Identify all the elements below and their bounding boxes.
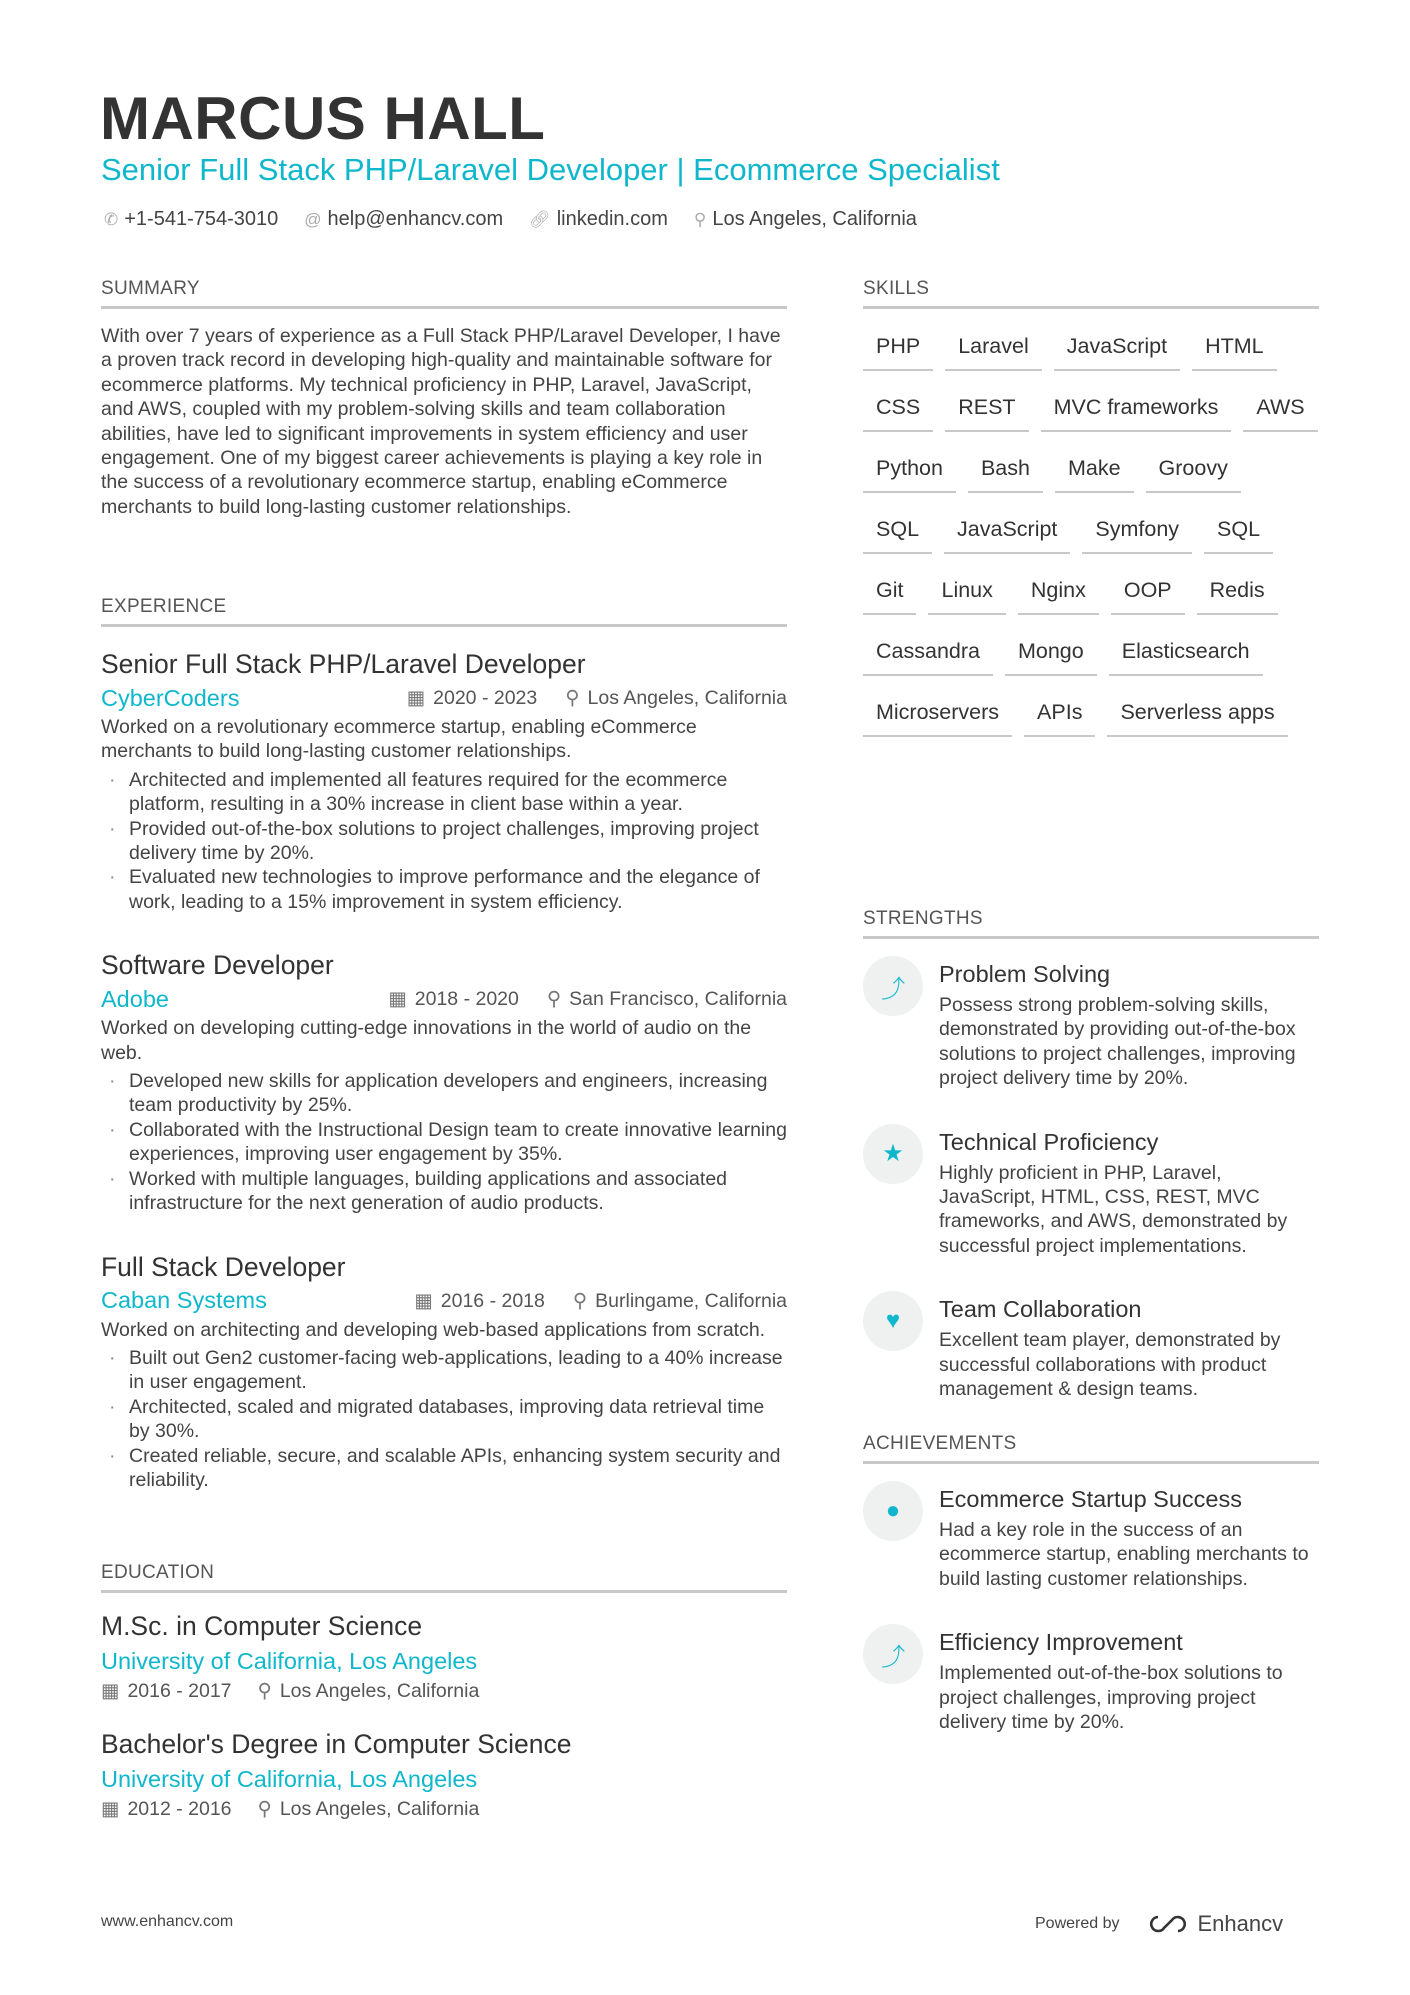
contact-text: linkedin.com	[556, 208, 668, 230]
company-name[interactable]: Caban Systems	[101, 1287, 267, 1313]
strength-item	[863, 1127, 1319, 1259]
contact-item[interactable]	[304, 208, 503, 231]
heart-icon: ♥	[863, 1291, 923, 1351]
star-icon: ★	[863, 1124, 923, 1184]
skill-tag: JavaScript	[1054, 325, 1180, 371]
location-icon: ⚲	[257, 1798, 272, 1821]
skill-tag: REST	[945, 386, 1028, 432]
skill-tag: Redis	[1197, 569, 1278, 615]
summary-section	[101, 278, 787, 519]
skill-tag: Nginx	[1018, 569, 1099, 615]
job-bullet: · Worked with multiple languages, building applications and associated infrastructure for the next generation of audio products.	[129, 1167, 787, 1216]
job-dates-wrap	[407, 686, 538, 710]
job-dates-wrap	[414, 1289, 545, 1313]
item-content	[939, 1294, 1319, 1401]
edu-location-wrap	[258, 1797, 480, 1821]
skill-tag: Laravel	[945, 325, 1042, 371]
calendar-icon: ▦	[388, 988, 407, 1011]
job-dates: 2020 - 2023	[433, 687, 538, 709]
job-location: Burlingame, California	[595, 1289, 787, 1312]
job-bullet: · Created reliable, secure, and scalable APIs, enhancing system security and reliability.	[129, 1444, 787, 1493]
item-description: Excellent team player, demonstrated by successful collaborations with product management & design teams.	[939, 1329, 1281, 1401]
lightbulb-head-icon: ●	[863, 1481, 923, 1541]
job-description: Worked on developing cutting-edge innovations in the world of audio on the web.	[101, 1017, 752, 1064]
job-bullets	[101, 1069, 787, 1215]
skill-tag: Python	[863, 447, 956, 493]
skill-tag: OOP	[1111, 569, 1185, 615]
job-description: Worked on a revolutionary ecommerce startup, enabling eCommerce merchants to build long-lasting customer relationships.	[101, 716, 697, 763]
enhancv-logo: Enhancv	[1146, 1911, 1284, 1937]
job-meta-row	[101, 681, 787, 715]
contact-item[interactable]	[694, 208, 917, 231]
job-dates: 2018 - 2020	[414, 988, 519, 1011]
location-icon: ⚲	[565, 687, 580, 709]
item-title: Technical Proficiency	[939, 1128, 1159, 1155]
job-location: Los Angeles, California	[587, 687, 787, 709]
item-title: Problem Solving	[939, 961, 1111, 987]
section-heading: EDUCATION	[101, 1562, 787, 1593]
skill-tag: JavaScript	[944, 508, 1070, 554]
edu-dates-wrap	[101, 1679, 232, 1703]
footer-branding	[1035, 1911, 1283, 1937]
item-content	[939, 1627, 1319, 1734]
item-content	[939, 959, 1319, 1091]
job-location: San Francisco, California	[569, 988, 787, 1011]
skill-tag: Git	[863, 569, 916, 615]
job-meta-row	[101, 982, 787, 1016]
skill-tag: Bash	[968, 447, 1043, 493]
phone-icon: ✆	[104, 210, 119, 229]
job-description: Worked on architecting and developing web-based applications from scratch.	[101, 1318, 766, 1341]
job-meta-row	[101, 1284, 787, 1318]
enhancv-logo-icon	[1146, 1913, 1190, 1935]
item-title: Team Collaboration	[939, 1296, 1142, 1323]
experience-section	[101, 596, 787, 1492]
job-dates-wrap	[388, 987, 519, 1011]
job-title: Senior Full Stack PHP/Laravel Developer	[101, 649, 586, 679]
strategy-icon: ⤴	[863, 956, 923, 1016]
skill-tag: SQL	[863, 508, 932, 554]
skill-tag: Symfony	[1082, 508, 1192, 554]
skill-tag: AWS	[1243, 386, 1317, 432]
skill-tag: Cassandra	[863, 630, 993, 676]
skills-section	[863, 278, 1319, 737]
calendar-icon: ▦	[414, 1289, 433, 1312]
contact-text: Los Angeles, California	[712, 208, 917, 230]
job-bullet: · Built out Gen2 customer-facing web-applications, leading to a 40% increase in user engagement.	[129, 1346, 787, 1395]
degree: M.Sc. in Computer Science	[101, 1611, 423, 1641]
job-bullet: · Architected, scaled and migrated databases, improving data retrieval time by 30%.	[129, 1395, 787, 1444]
education-meta	[101, 1797, 787, 1821]
job-bullet: · Developed new skills for application developers and engineers, increasing team productivity by 25%.	[129, 1069, 787, 1118]
degree: Bachelor's Degree in Computer Science	[101, 1729, 572, 1760]
company-name[interactable]: Adobe	[101, 985, 169, 1012]
school[interactable]: University of California, Los Angeles	[101, 1766, 478, 1793]
job-location-wrap	[547, 987, 787, 1011]
skill-tag: Groovy	[1146, 447, 1241, 493]
skill-tag: HTML	[1192, 325, 1277, 371]
edu-location-wrap	[258, 1679, 480, 1703]
item-description: Highly proficient in PHP, Laravel, JavaScript, HTML, CSS, REST, MVC frameworks, and AWS, demonstrated by successful project implementations.	[939, 1161, 1288, 1257]
job-location-wrap	[573, 1289, 787, 1313]
location-icon: ⚲	[572, 1289, 588, 1312]
skill-tag: Make	[1055, 447, 1134, 493]
job-title: Software Developer	[101, 950, 334, 981]
item-description: Had a key role in the success of an ecommerce startup, enabling merchants to build lasting customer relationships.	[939, 1519, 1309, 1590]
strength-item	[863, 959, 1319, 1091]
school[interactable]: University of California, Los Angeles	[101, 1648, 478, 1674]
skill-tag: PHP	[863, 325, 933, 371]
item-content	[939, 1127, 1319, 1259]
contact-item[interactable]	[529, 208, 668, 231]
location-icon: ⚲	[257, 1680, 272, 1702]
candidate-title: Senior Full Stack PHP/Laravel Developer | Ecommerce Specialist	[101, 152, 1000, 187]
edu-dates-wrap	[101, 1797, 232, 1821]
skill-tag: Serverless apps	[1107, 691, 1287, 737]
skill-tag: CSS	[863, 386, 933, 432]
edu-dates: 2016 - 2017	[127, 1680, 232, 1702]
strength-item	[863, 1294, 1319, 1401]
job-meta	[407, 686, 787, 710]
job-bullet: · Provided out-of-the-box solutions to project challenges, improving project delivery time by 20%.	[129, 817, 787, 866]
skill-tag: APIs	[1024, 691, 1095, 737]
section-heading: ACHIEVEMENTS	[863, 1433, 1319, 1464]
item-content	[939, 1484, 1319, 1591]
item-title: Ecommerce Startup Success	[939, 1486, 1242, 1512]
calendar-icon: ▦	[406, 687, 426, 709]
job-title: Full Stack Developer	[101, 1251, 346, 1282]
strengths-section	[863, 908, 1319, 1401]
job-bullet: · Architected and implemented all features required for the ecommerce platform, resulting in a 30% increase in client base within a year.	[129, 768, 787, 817]
location-icon: ⚲	[546, 988, 562, 1011]
location-icon: ⚲	[693, 210, 707, 229]
job-bullet: · Evaluated new technologies to improve performance and the elegance of work, leading to a 15% improvement in system efficiency.	[129, 865, 787, 914]
calendar-icon: ▦	[101, 1680, 120, 1702]
contact-text: help@enhancv.com	[327, 208, 504, 230]
contact-bar	[104, 208, 917, 231]
footer-website[interactable]: www.enhancv.com	[101, 1913, 234, 1930]
edu-location: Los Angeles, California	[279, 1680, 480, 1702]
job-entry	[101, 948, 787, 1215]
job-location-wrap	[565, 686, 787, 710]
section-heading: SKILLS	[863, 278, 1319, 309]
calendar-icon: ▦	[101, 1798, 120, 1821]
powered-by-label: Powered by	[1035, 1915, 1120, 1932]
job-bullets	[101, 768, 787, 914]
contact-text: +1-541-754-3010	[124, 208, 279, 230]
job-meta	[414, 1289, 787, 1313]
edu-dates: 2012 - 2016	[127, 1798, 232, 1821]
section-heading: EXPERIENCE	[101, 596, 787, 627]
contact-item[interactable]	[104, 208, 278, 231]
strategy-icon: ⤴	[863, 1624, 923, 1684]
achievements-section	[863, 1433, 1319, 1734]
job-meta	[388, 987, 787, 1011]
link-icon: 🔗︎	[529, 210, 551, 229]
education-meta	[101, 1679, 787, 1703]
summary-text: With over 7 years of experience as a Full Stack PHP/Laravel Developer, I have a proven track record in developing high-quality and maintainable software for ecommerce platforms. My technical proficiency in PHP, Laravel, JavaScript, and AWS, coupled with my problem-solving skills and team collaboration abilities, have led to significant improvements in system efficiency and user engagement. One of my biggest career achievements is playing a key role in the success of a revolutionary ecommerce startup, enabling eCommerce merchants to build long-lasting customer relationships.	[101, 325, 781, 518]
at-icon: @	[304, 210, 322, 229]
education-entry	[101, 1609, 787, 1703]
item-description: Implemented out-of-the-box solutions to project challenges, improving project delivery time by 20%.	[939, 1662, 1283, 1734]
education-entry	[101, 1727, 787, 1821]
achievement-item	[863, 1484, 1319, 1591]
job-bullets	[101, 1346, 787, 1492]
job-bullet: · Collaborated with the Instructional Design team to create innovative learning experiences, improving user engagement by 35%.	[129, 1118, 787, 1167]
item-title: Efficiency Improvement	[939, 1629, 1183, 1656]
skill-tag: MVC frameworks	[1041, 386, 1232, 432]
item-description: Possess strong problem-solving skills, demonstrated by providing out-of-the-box solutions to project challenges, improving project delivery time by 20%.	[939, 994, 1296, 1090]
skill-tag: Microservers	[863, 691, 1012, 737]
candidate-name: MARCUS HALL	[100, 85, 546, 152]
job-dates: 2016 - 2018	[440, 1289, 545, 1312]
section-heading: SUMMARY	[101, 278, 787, 309]
skill-tag: Elasticsearch	[1109, 630, 1263, 676]
edu-location: Los Angeles, California	[279, 1798, 480, 1821]
achievement-item	[863, 1627, 1319, 1734]
job-entry	[101, 1250, 787, 1493]
skill-tag: Mongo	[1005, 630, 1097, 676]
skill-tag: SQL	[1204, 508, 1273, 554]
skill-tag: Linux	[928, 569, 1005, 615]
company-name[interactable]: CyberCoders	[101, 684, 240, 711]
job-entry	[101, 647, 787, 914]
section-heading: STRENGTHS	[863, 908, 1319, 939]
education-section	[101, 1562, 787, 1822]
